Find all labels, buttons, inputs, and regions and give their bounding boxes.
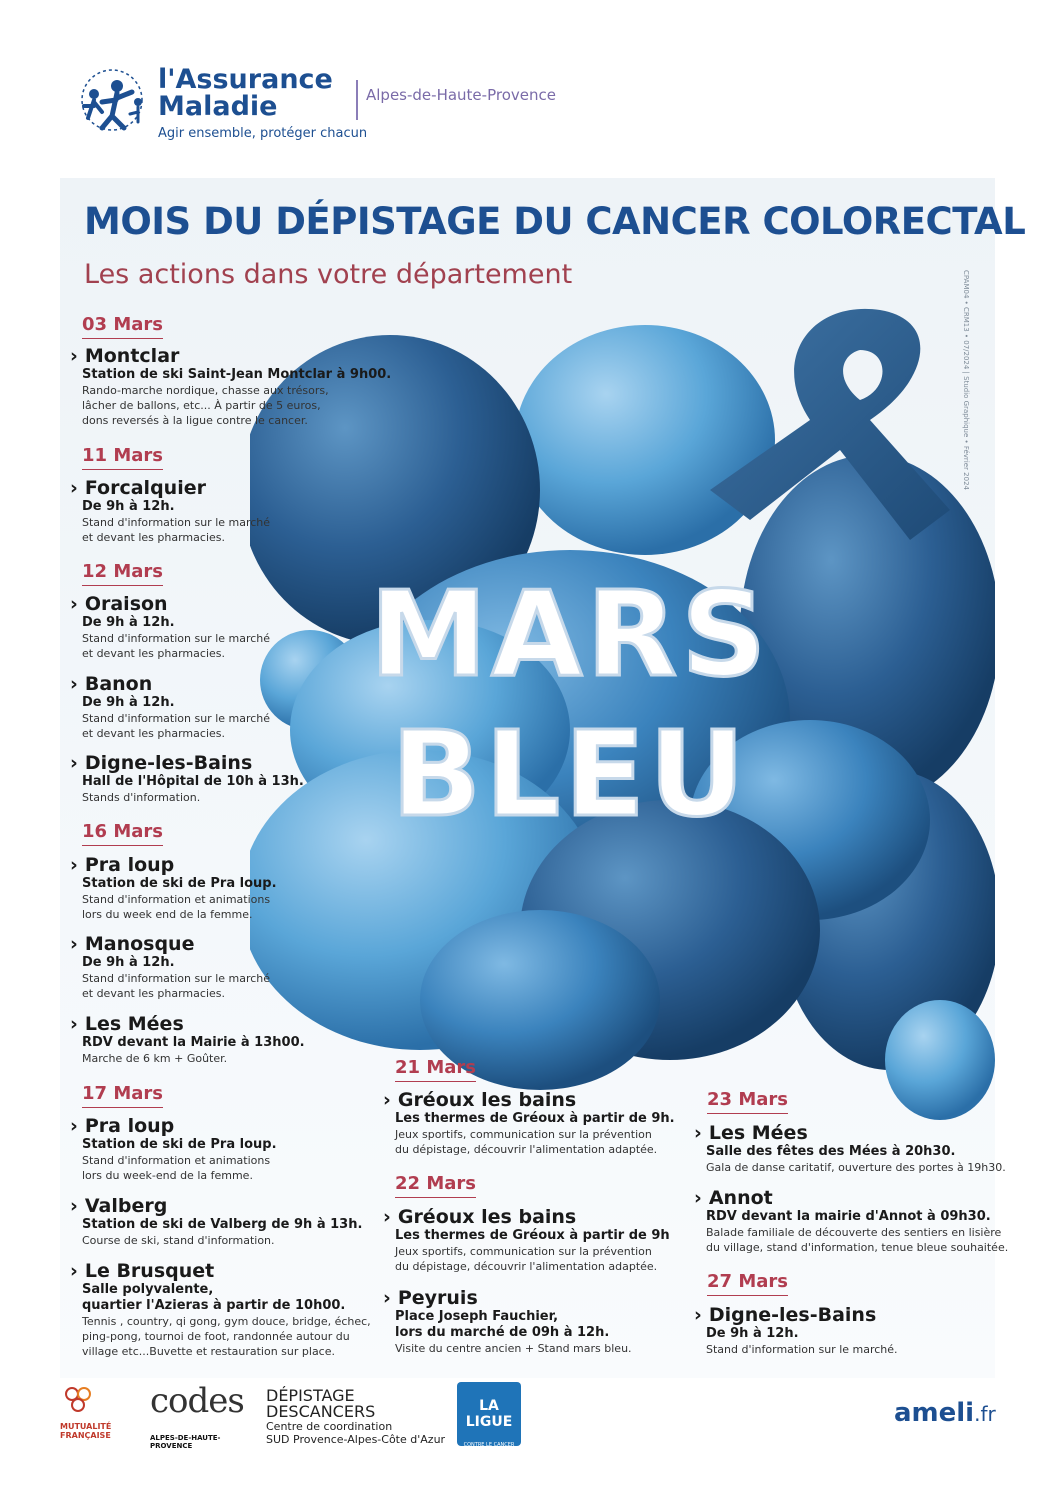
event-detail: Station de ski Saint-Jean Montclar à 9h00.	[82, 367, 392, 382]
event-description: Stand d'information sur le marché	[82, 712, 271, 725]
event-name: › Banon	[70, 673, 270, 695]
hero-bleu: BLEU	[391, 705, 749, 843]
poster-credit: CPAM04 • CRM13 • 07/2024 | Studio Graphique • Février 2024	[962, 270, 970, 490]
event-description: et devant les pharmacies.	[82, 647, 225, 660]
depistage-line3: Centre de coordination	[266, 1420, 393, 1433]
event-item	[694, 1304, 898, 1357]
date-heading: 27 Mars	[707, 1271, 788, 1296]
date-heading: 16 Mars	[82, 821, 163, 846]
event-item	[70, 854, 277, 922]
event-description: Balade familiale de découverte des sentiers en lisière	[706, 1226, 1002, 1239]
event-item	[70, 1260, 371, 1359]
date-heading: 22 Mars	[395, 1173, 476, 1198]
event-description: lors du week-end de la femme.	[82, 1169, 253, 1182]
event-description: Rando-marche nordique, chasse aux trésors,	[82, 384, 329, 397]
event-description: dons reversés à la ligue contre le cancer.	[82, 414, 308, 427]
mutualite-line2: FRANÇAISE	[60, 1431, 111, 1440]
event-description: Course de ski, stand d'information.	[82, 1234, 275, 1247]
partners-footer	[60, 1380, 1000, 1460]
event-detail: Station de ski de Pra loup.	[82, 876, 277, 891]
event-description: Jeux sportifs, communication sur la prévention	[395, 1128, 652, 1141]
event-item	[383, 1287, 632, 1356]
org-name	[158, 66, 333, 120]
balloon	[515, 325, 775, 555]
org-name-line1: l'Assurance	[158, 64, 333, 95]
event-name: › Manosque	[70, 933, 270, 955]
event-name: › Forcalquier	[70, 477, 270, 499]
event-detail: Salle polyvalente,	[82, 1282, 214, 1297]
event-detail: quartier l'Azieras à partir de 10h00.	[82, 1298, 346, 1313]
ligue-name: LA LIGUE	[465, 1398, 513, 1430]
event-name: › Gréoux les bains	[383, 1206, 670, 1228]
codes-logo	[150, 1381, 246, 1450]
event-detail: lors du marché de 09h à 12h.	[395, 1325, 610, 1340]
event-detail: De 9h à 12h.	[82, 955, 175, 970]
event-detail: De 9h à 12h.	[82, 615, 175, 630]
page-title: MOIS DU DÉPISTAGE DU CANCER COLORECTAL	[84, 200, 1026, 243]
ameli-wordmark: ameli	[894, 1398, 975, 1428]
department-label: Alpes-de-Haute-Provence	[366, 86, 556, 104]
mutualite-francaise-logo	[60, 1384, 132, 1440]
event-description: et devant les pharmacies.	[82, 727, 225, 740]
event-description: Stands d'information.	[82, 791, 201, 804]
hero-mars: MARS	[369, 565, 771, 703]
event-item	[70, 673, 270, 741]
date-heading: 23 Mars	[707, 1089, 788, 1114]
event-name: › Digne-les-Bains	[70, 752, 304, 774]
mutualite-logo-icon	[60, 1384, 100, 1420]
event-name: › Annot	[694, 1187, 1008, 1209]
depistage-line1: DÉPISTAGE	[266, 1386, 355, 1405]
header	[72, 60, 672, 150]
event-description: Visite du centre ancien + Stand mars bleu.	[395, 1342, 632, 1355]
date-heading: 11 Mars	[82, 445, 163, 470]
event-item	[70, 477, 270, 545]
event-detail: Les thermes de Gréoux à partir de 9h	[395, 1228, 670, 1243]
event-item	[70, 933, 270, 1001]
balloon	[885, 1000, 995, 1120]
event-description: Gala de danse caritatif, ouverture des portes à 19h30.	[706, 1161, 1006, 1174]
event-name: › Les Mées	[694, 1122, 1006, 1144]
event-detail: Station de ski de Valberg de 9h à 13h.	[82, 1217, 363, 1232]
page-subtitle: Les actions dans votre département	[84, 259, 573, 290]
event-description: Jeux sportifs, communication sur la prévention	[395, 1245, 652, 1258]
event-item	[694, 1187, 1008, 1255]
event-name: › Peyruis	[383, 1287, 632, 1309]
date-heading: 21 Mars	[395, 1057, 476, 1082]
event-detail: Place Joseph Fauchier,	[395, 1309, 559, 1324]
ameli-logo[interactable]	[894, 1398, 996, 1428]
ameli-tld: .fr	[974, 1402, 996, 1426]
ligue-contre-cancer-logo	[457, 1382, 521, 1446]
event-item	[70, 752, 304, 805]
event-detail: RDV devant la Mairie à 13h00.	[82, 1035, 305, 1050]
event-detail: Les thermes de Gréoux à partir de 9h.	[395, 1111, 675, 1126]
event-description: Stand d'information sur le marché	[82, 972, 271, 985]
header-divider	[356, 80, 358, 120]
event-item	[70, 593, 270, 661]
event-description: Stand d'information et animations	[82, 1154, 271, 1167]
event-description: village etc...Buvette et restauration sur place.	[82, 1345, 335, 1358]
event-item	[70, 1115, 277, 1183]
mutualite-line1: MUTUALITÉ	[60, 1422, 112, 1431]
mutualite-name	[60, 1422, 111, 1440]
event-name: › Pra loup	[70, 854, 277, 876]
assurance-maladie-logo-icon	[72, 62, 152, 138]
event-detail: Hall de l'Hôpital de 10h à 13h.	[82, 774, 304, 789]
event-description: ping-pong, tournoi de foot, randonnée autour du	[82, 1330, 350, 1343]
event-name: › Gréoux les bains	[383, 1089, 675, 1111]
event-item	[383, 1206, 670, 1274]
event-description: du dépistage, découvrir l'alimentation adaptée.	[395, 1260, 658, 1273]
event-name: › Oraison	[70, 593, 270, 615]
event-description: et devant les pharmacies.	[82, 987, 225, 1000]
event-item	[70, 1195, 362, 1248]
event-description: Stand d'information sur le marché	[82, 632, 271, 645]
date-heading: 12 Mars	[82, 561, 163, 586]
event-name: › Le Brusquet	[70, 1260, 371, 1282]
event-name: › Valberg	[70, 1195, 362, 1217]
event-detail: Salle des fêtes des Mées à 20h30.	[706, 1144, 956, 1159]
event-description: Marche de 6 km + Goûter.	[82, 1052, 228, 1065]
event-description: Stand d'information et animations	[82, 893, 271, 906]
event-item	[383, 1089, 675, 1157]
codes-region: ALPES-DE-HAUTE-PROVENCE	[150, 1434, 221, 1450]
codes-wordmark: codes	[150, 1381, 244, 1421]
event-detail: RDV devant la mairie d'Annot à 09h30.	[706, 1209, 991, 1224]
event-description: Tennis , country, qi gong, gym douce, bridge, échec,	[82, 1315, 371, 1328]
event-name: › Montclar	[70, 345, 391, 367]
event-description: et devant les pharmacies.	[82, 531, 225, 544]
event-detail: De 9h à 12h.	[82, 499, 175, 514]
depistage-line2: DESCANCERS	[266, 1402, 376, 1421]
event-name: › Digne-les-Bains	[694, 1304, 898, 1326]
depistage-cancers-logo	[266, 1388, 445, 1446]
ligue-subtitle: CONTRE LE CANCER	[463, 1442, 515, 1448]
event-detail: Station de ski de Pra loup.	[82, 1137, 277, 1152]
event-item	[70, 1013, 305, 1066]
org-name-line2: Maladie	[158, 91, 278, 122]
event-description: lors du week end de la femme.	[82, 908, 253, 921]
event-item	[694, 1122, 1006, 1175]
event-name: › Les Mées	[70, 1013, 305, 1035]
event-description: Stand d'information sur le marché.	[706, 1343, 898, 1356]
date-heading: 17 Mars	[82, 1083, 163, 1108]
event-description: du dépistage, découvrir l'alimentation adaptée.	[395, 1143, 658, 1156]
event-detail: De 9h à 12h.	[706, 1326, 799, 1341]
event-description: du village, stand d'information, tenue bleue souhaitée.	[706, 1241, 1009, 1254]
event-item	[70, 345, 391, 428]
event-description: lâcher de ballons, etc... À partir de 5 euros,	[82, 399, 321, 412]
date-heading: 03 Mars	[82, 314, 163, 339]
event-name: › Pra loup	[70, 1115, 277, 1137]
event-description: Stand d'information sur le marché	[82, 516, 271, 529]
event-detail: De 9h à 12h.	[82, 695, 175, 710]
org-tagline: Agir ensemble, protéger chacun	[158, 126, 368, 141]
depistage-line4: SUD Provence-Alpes-Côte d'Azur	[266, 1433, 446, 1446]
